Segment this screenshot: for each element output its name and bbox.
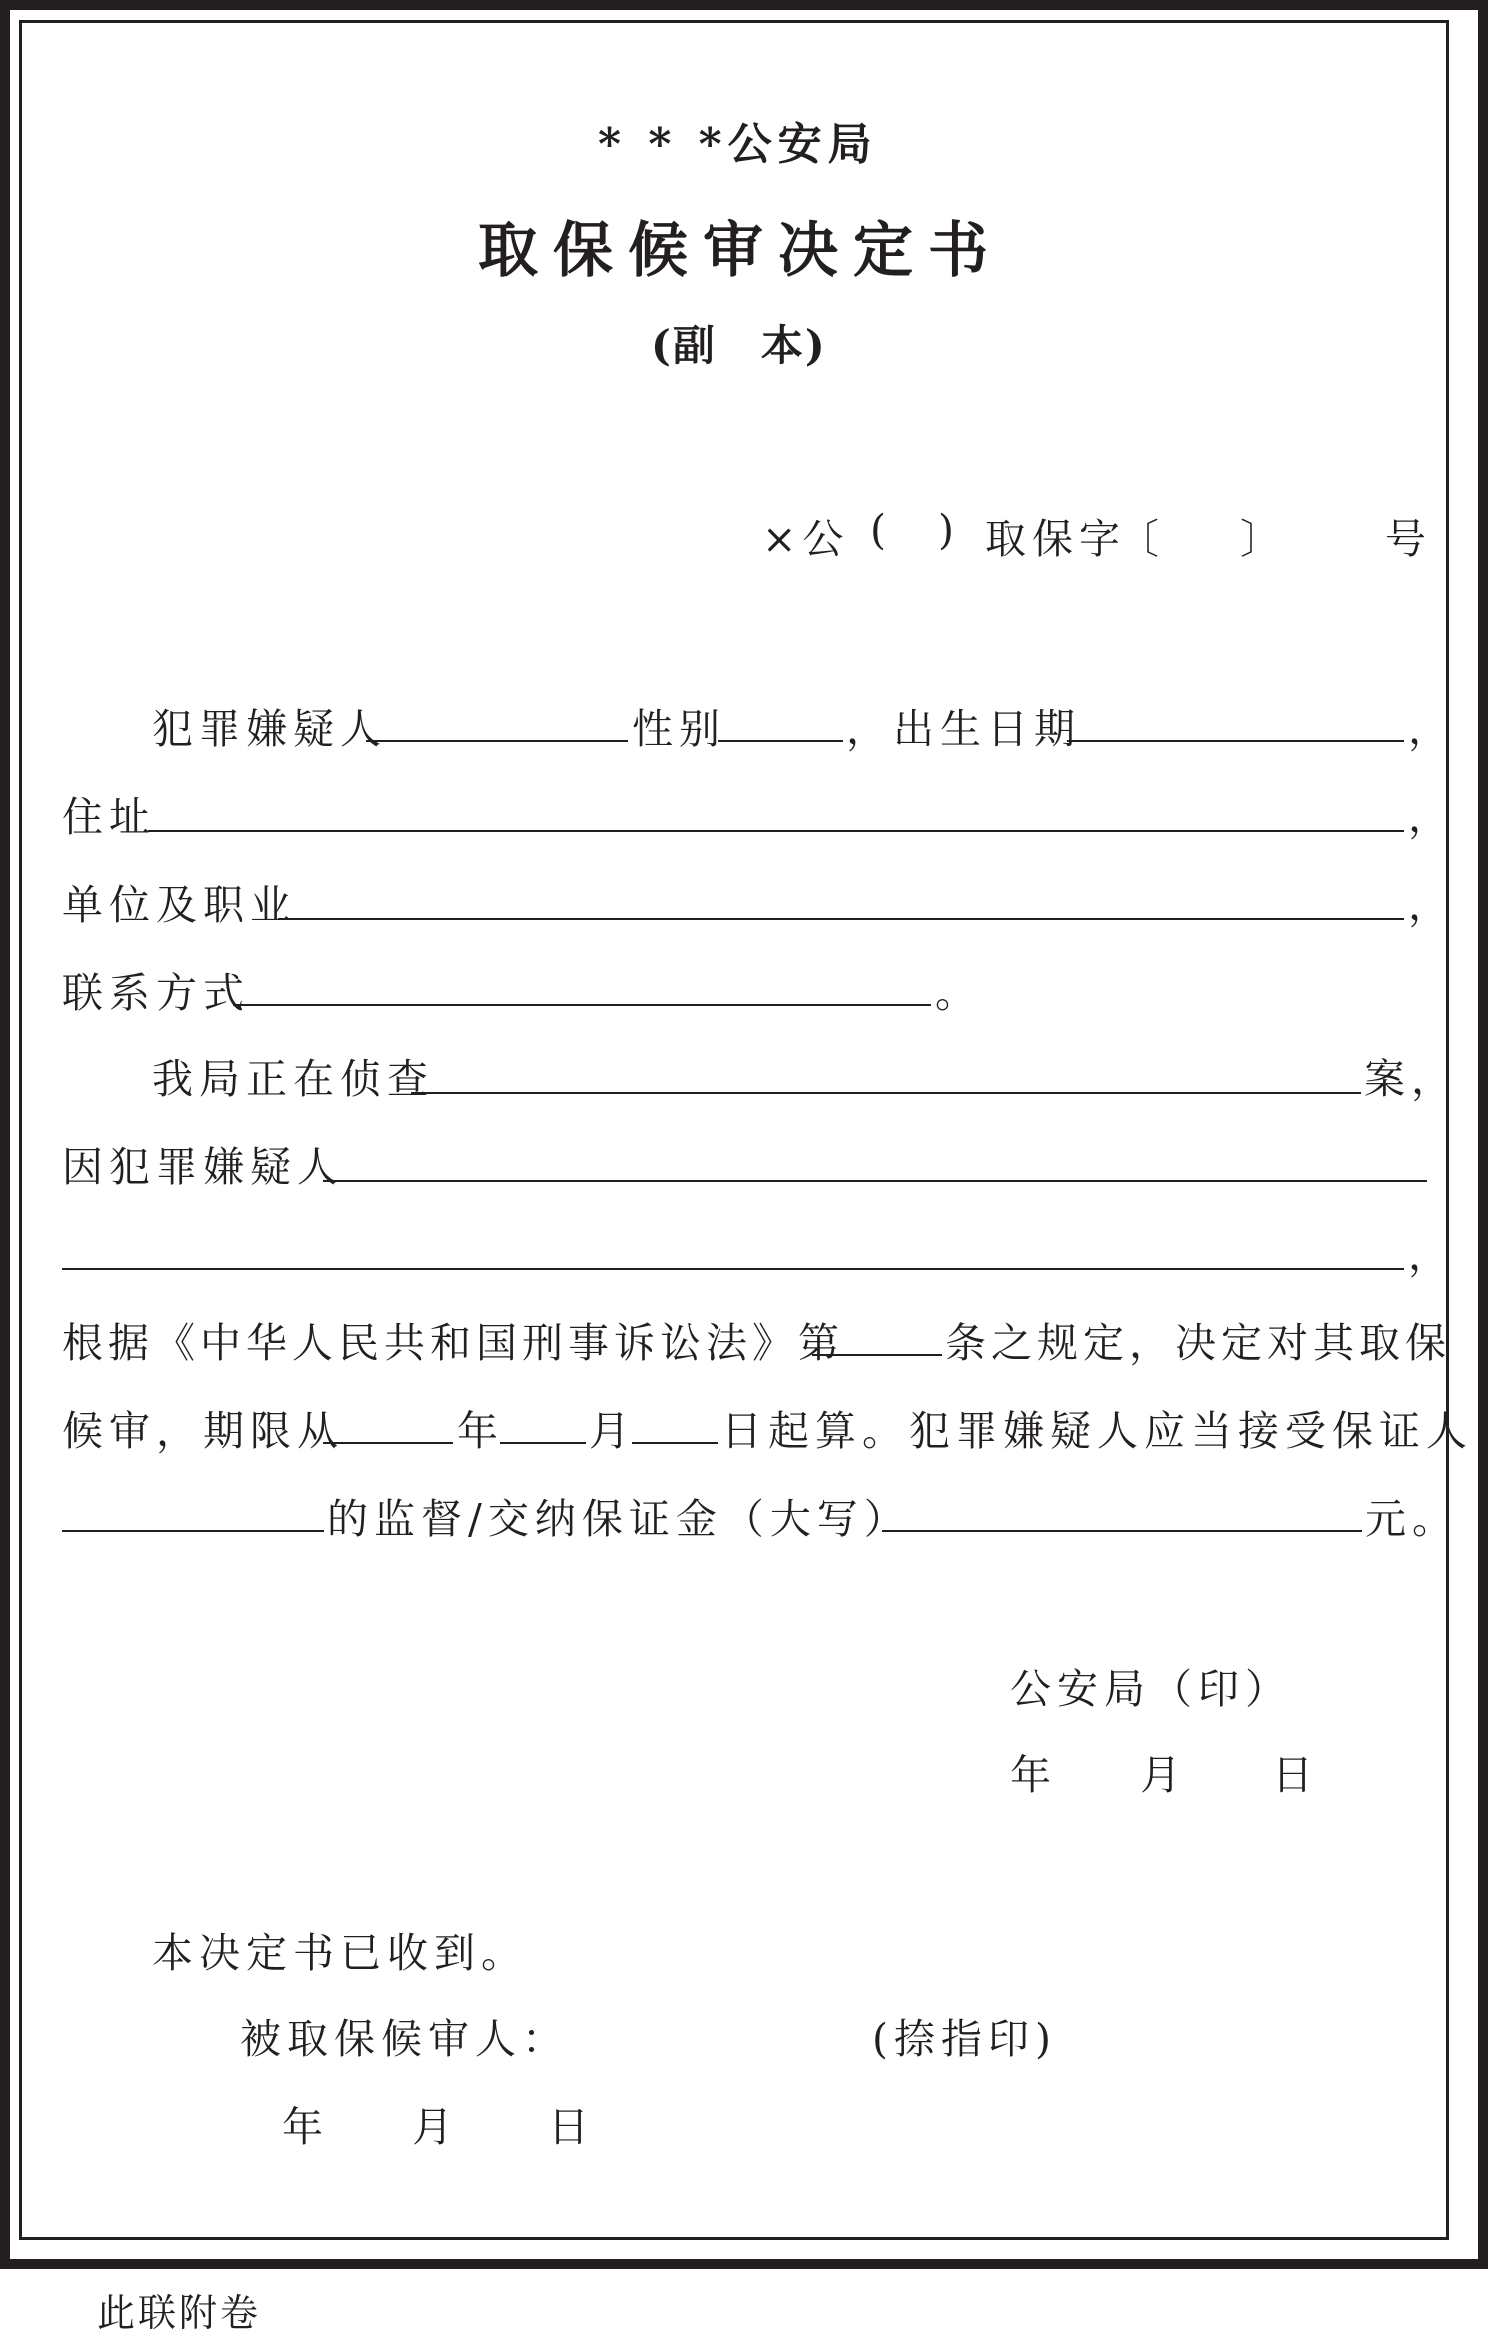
signature-date-day: 日 bbox=[1272, 1751, 1319, 1799]
doc-number-paren-close: ) bbox=[938, 506, 960, 554]
case-name-field[interactable] bbox=[411, 1092, 1361, 1094]
currency-text: 元。 bbox=[1365, 1495, 1459, 1543]
birth-date-field[interactable] bbox=[1067, 740, 1404, 742]
supervision-text: 的监督/交纳保证金（大写） bbox=[327, 1495, 911, 1543]
reason-comma: ， bbox=[1408, 1231, 1455, 1279]
address-comma: ， bbox=[1408, 793, 1455, 841]
because-suspect-text: 因犯罪嫌疑人 bbox=[62, 1143, 344, 1191]
guarantor-field[interactable] bbox=[62, 1530, 324, 1532]
doc-number-prefix: ×公 bbox=[762, 515, 850, 563]
term-day-start-text: 日起算。犯罪嫌疑人应当接受保证人 bbox=[721, 1407, 1473, 1455]
doc-number-bracket-open: 〔 bbox=[1118, 515, 1165, 563]
document-title: 取保候审决定书 bbox=[478, 216, 1003, 286]
archive-note: 此联附卷 bbox=[97, 2291, 262, 2335]
legal-basis-prefix: 根据《中华人民共和国刑事诉讼法》第 bbox=[62, 1319, 844, 1367]
article-number-field[interactable] bbox=[812, 1354, 942, 1356]
term-prefix: 候审，期限从 bbox=[62, 1407, 344, 1455]
term-year-label: 年 bbox=[457, 1407, 504, 1455]
case-suffix: 案， bbox=[1364, 1055, 1458, 1103]
signature-date-month: 月 bbox=[1140, 1751, 1187, 1799]
receipt-date-year: 年 bbox=[282, 2103, 329, 2151]
term-year-field[interactable] bbox=[323, 1442, 453, 1444]
receipt-date-day: 日 bbox=[548, 2103, 595, 2151]
contact-label: 联系方式 bbox=[62, 969, 250, 1017]
term-month-label: 月 bbox=[589, 1407, 636, 1455]
suspect-name-field[interactable] bbox=[366, 740, 628, 742]
employer-field[interactable] bbox=[278, 918, 1404, 920]
copy-label: (副 本) bbox=[651, 321, 827, 370]
fingerprint-label: (捺指印) bbox=[872, 2015, 1057, 2063]
gender-field[interactable] bbox=[718, 740, 843, 742]
birth-date-label: ，出生日期 bbox=[846, 705, 1081, 753]
police-seal-label: 公安局（印） bbox=[1010, 1665, 1292, 1713]
address-field[interactable] bbox=[148, 830, 1404, 832]
doc-number-bracket-close: 〕 bbox=[1240, 515, 1287, 563]
contact-field[interactable] bbox=[233, 1004, 931, 1006]
recipient-label: 被取保候审人： bbox=[240, 2015, 569, 2063]
agency-name: * * *公安局 bbox=[598, 119, 878, 170]
doc-number-type: 取保字 bbox=[985, 515, 1126, 563]
legal-basis-suffix: 条之规定，决定对其取保 bbox=[945, 1319, 1451, 1367]
investigating-text: 我局正在侦查 bbox=[152, 1055, 434, 1103]
contact-period: 。 bbox=[935, 969, 982, 1017]
receipt-statement: 本决定书已收到。 bbox=[152, 1929, 528, 1977]
employer-label: 单位及职业 bbox=[62, 881, 297, 929]
signature-date-year: 年 bbox=[1010, 1751, 1057, 1799]
gender-label: 性别 bbox=[632, 705, 726, 753]
reason-field-line-1[interactable] bbox=[323, 1180, 1427, 1182]
doc-number-suffix: 号 bbox=[1385, 515, 1432, 563]
employer-comma: ， bbox=[1408, 881, 1455, 929]
receipt-date-month: 月 bbox=[412, 2103, 459, 2151]
term-month-field[interactable] bbox=[500, 1442, 586, 1444]
address-label: 住址 bbox=[62, 793, 156, 841]
bail-amount-field[interactable] bbox=[882, 1530, 1362, 1532]
suspect-label: 犯罪嫌疑人 bbox=[152, 705, 387, 753]
birth-comma: ， bbox=[1408, 705, 1455, 753]
doc-number-paren-open: ( bbox=[870, 506, 892, 554]
reason-field-line-2[interactable] bbox=[62, 1268, 1404, 1270]
term-day-field[interactable] bbox=[632, 1442, 718, 1444]
